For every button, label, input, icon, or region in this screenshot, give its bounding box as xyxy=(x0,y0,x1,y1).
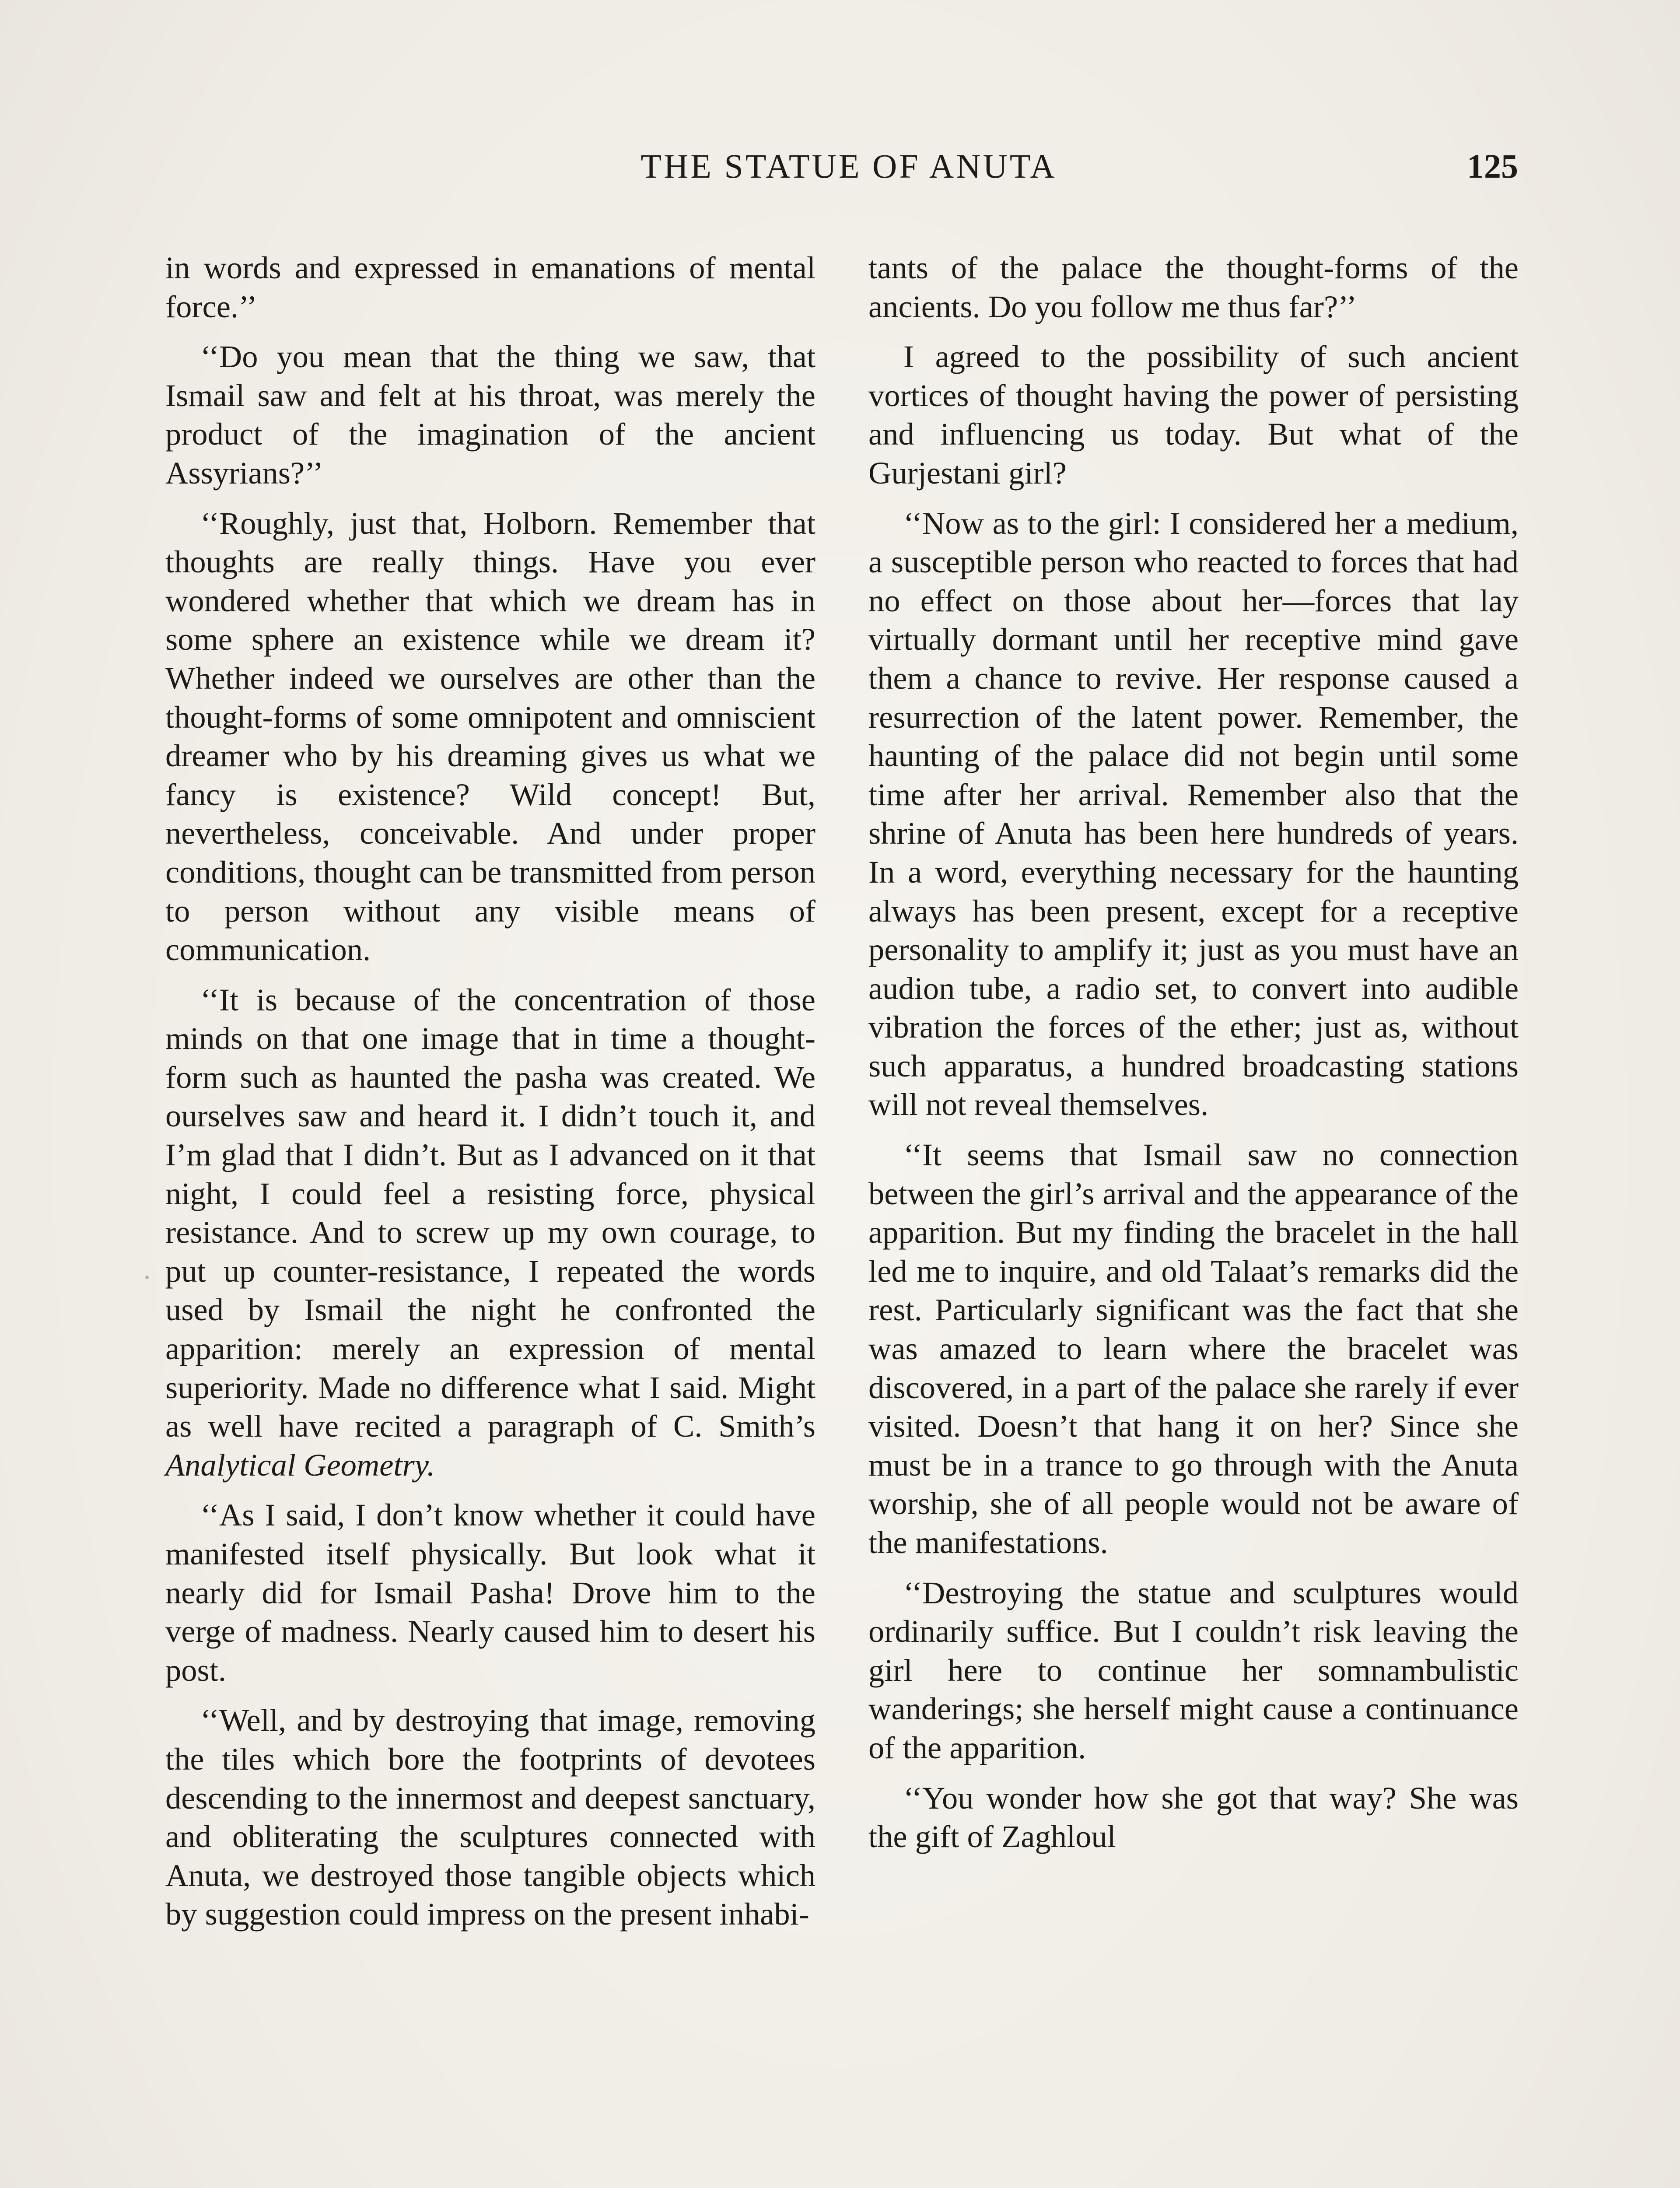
paragraph: I agreed to the possibility of such ancient vortices of thought having the power of persisting and influencing us today. But what of the Gurjestani girl? xyxy=(868,339,1519,491)
left-column xyxy=(165,249,816,1945)
italic-book-title: Analytical Geometry. xyxy=(165,1447,435,1483)
paragraph: ‘‘Well, and by destroying that image, removing the tiles which bore the footprints of devotees descending to the innermost and deepest sanctuary, and obliterating the sculptures connected with Anuta, we destroyed those tangible objects which by suggestion could impress on the present inhabi- xyxy=(165,1702,816,1932)
ink-dot xyxy=(145,1276,149,1279)
paragraph: ‘‘Now as to the girl: I considered her a medium, a susceptible person who reacted to forces that had no effect on those about her—forces that lay virtually dormant until her receptive mind gave them a chance to revive. Her response caused a resurrection of the latent power. Remember, the haunting of the palace did not begin until some time after her arrival. Remember also that the shrine of Anuta has been here hundreds of years. In a word, everything necessary for the haunting always has been present, except for a receptive personality to amplify it; just as you must have an audion tube, a radio set, to convert into audible vibration the forces of the ether; just as, without such apparatus, a hundred broadcasting stations will not reveal themselves. xyxy=(868,505,1519,1122)
paragraph: tants of the palace the thought-forms of the ancients. Do you follow me thus far?’’ xyxy=(868,250,1519,324)
paragraph: in words and expressed in emanations of mental force.’’ xyxy=(165,250,816,324)
page-number: 125 xyxy=(1467,147,1518,185)
running-title: THE STATUE OF ANUTA xyxy=(640,147,1057,185)
paragraph: ‘‘As I said, I don’t know whether it could have manifested itself physically. But look what it nearly did for Ismail Pasha! Drove him to the verge of madness. Nearly caused him to desert his post. xyxy=(165,1497,816,1688)
paragraph: ‘‘It seems that Ismail saw no connection between the girl’s arrival and the appearance of the apparition. But my finding the bracelet in the hall led me to inquire, and old Talaat’s remarks did the rest. Particularly significant was the fact that she was amazed to learn where the bracelet was discovered, in a part of the palace she rarely if ever visited. Doesn’t that hang it on her? Since she must be in a trance to go through with the Anuta worship, she of all people would not be aware of the manifestations. xyxy=(868,1137,1519,1560)
paragraph: ‘‘Destroying the statue and sculptures would ordinarily suffice. But I couldn’t risk leaving the girl here to continue her somnambulistic wanderings; she herself might cause a continuance of the apparition. xyxy=(868,1574,1519,1765)
right-column xyxy=(868,249,1519,1868)
paragraph: ‘‘Roughly, just that, Holborn. Remember that thoughts are really things. Have you ever wondered whether that which we dream has in some sphere an existence while we dream it? Whether indeed we ourselves are other than the thought-forms of some omnipotent and omniscient dreamer who by his dreaming gives us what we fancy is existence? Wild concept! But, nevertheless, conceivable. And under proper conditions, thought can be transmitted from person to person without any visible means of communication. xyxy=(165,505,816,968)
paragraph: ‘‘Do you mean that the thing we saw, that Ismail saw and felt at his throat, was merely the product of the imagination of the ancient Assyrians?’’ xyxy=(165,339,816,491)
paragraph: ‘‘You wonder how she got that way? She was the gift of Zaghloul xyxy=(868,1780,1519,1855)
paragraph xyxy=(165,981,816,1485)
paragraph-text: ‘‘It is because of the concentration of those minds on that one image that in time a thought-form such as haunted the pasha was created. We ourselves saw and heard it. I didn’t touch it, and I’m glad that I didn’t. But as I advanced on it that night, I could feel a resisting force, physical resistance. And to screw up my own courage, to put up counter-resistance, I repeated the words used by Ismail the night he confronted the apparition: merely an expression of mental superiority. Made no difference what I said. Might as well have recited a paragraph of C. Smith’s xyxy=(165,982,816,1444)
